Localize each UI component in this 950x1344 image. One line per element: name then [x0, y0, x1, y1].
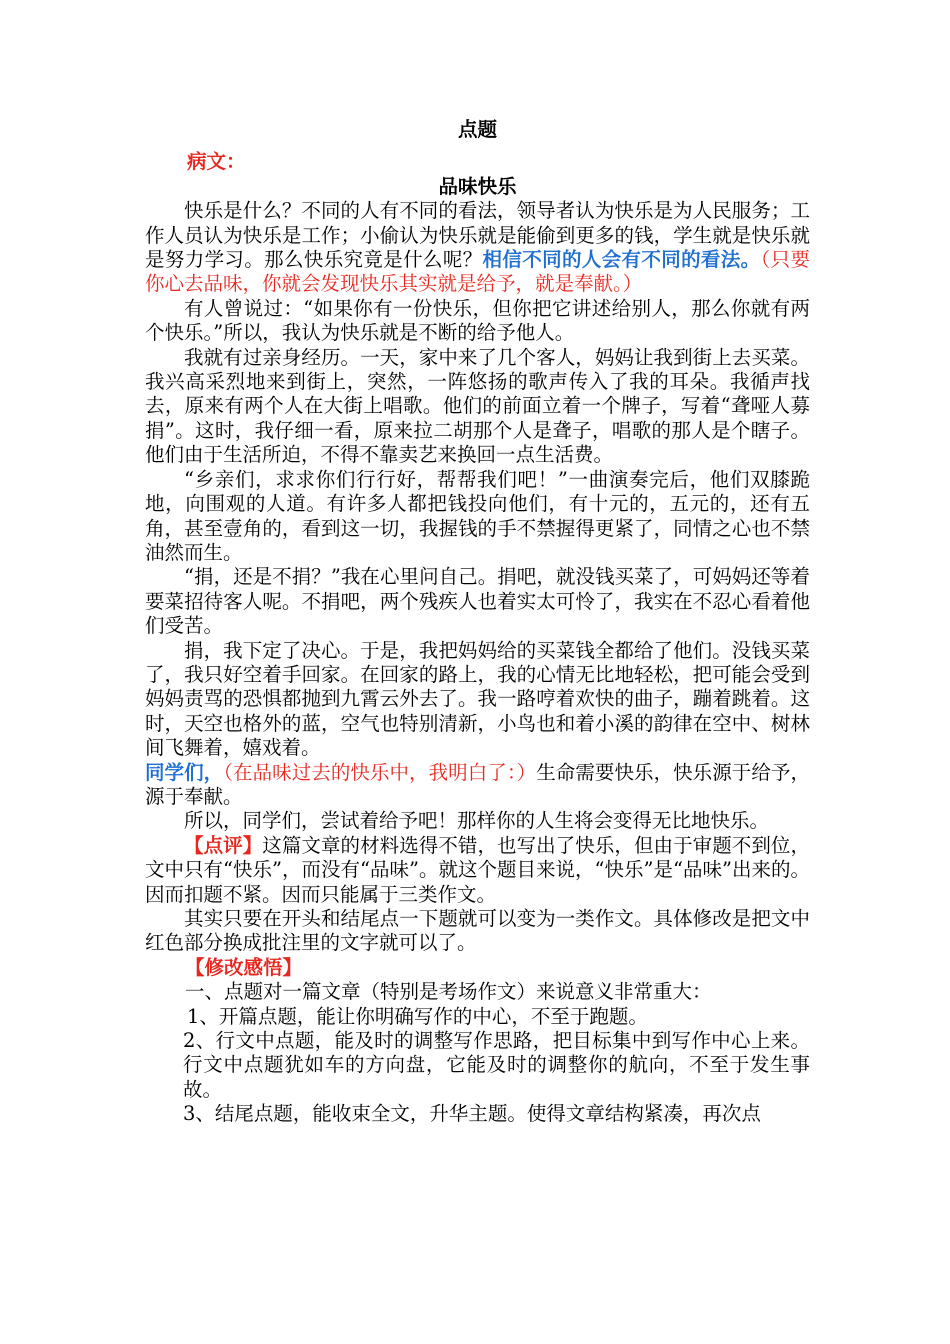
paragraph-4: “乡亲们，求求你们行行好，帮帮我们吧！”一曲演奏完后，他们双膝跪地，向围观的人道。有许多人都把钱投向他们，有十元的，五元的，还有五角，甚至壹角的，看到这一切，我握钱的手不禁握得更紧了，同情之心也不禁油然而生。: [145, 467, 810, 564]
paragraph-5: “捐，还是不捐？”我在心里问自己。捐吧，就没钱买菜了，可妈妈还等着要菜招待客人呢。不捐吧，两个残疾人也着实太可怜了，我实在不忍心看着他们受苦。: [145, 565, 810, 638]
paragraph-3: 我就有过亲身经历。一天，家中来了几个客人，妈妈让我到街上去买菜。我兴高采烈地来到街上，突然，一阵悠扬的歌声传入了我的耳朵。我循声找去，原来有两个人在大街上唱歌。他们的前面立着一个牌子，写着“聋哑人募捐”。这时，我仔细一看，原来拉二胡那个人是聋子，唱歌的那人是个瞎子。他们由于生活所迫，不得不靠卖艺来换回一点生活费。: [145, 345, 810, 467]
comment-text: 这篇文章的材料选得不错，也写出了快乐，但由于审题不到位，文中只有“快乐”，而没有“品味”。就这个题目来说，“快乐”是“品味”出来的。因而扣题不紧。因而只能属于三类作文。: [145, 833, 810, 906]
paragraph-10: 其实只要在开头和结尾点一下题就可以变为一类作文。具体修改是把文中红色部分换成批注里的文字就可以了。: [145, 907, 810, 955]
paragraph-1: [145, 199, 810, 297]
list-intro: 一、点题对一篇文章（特别是考场作文）来说意义非常重大：: [185, 980, 712, 1004]
list-item-3: 3、结尾点题，能收束全文，升华主题。使得文章结构紧凑，再次点: [183, 1102, 761, 1126]
paragraph-6: 捐，我下定了决心。于是，我把妈妈给的买菜钱全都给了他们。没钱买菜了，我只好空着手回家。在回家的路上，我的心情无比地轻松，把可能会受到妈妈责骂的恐惧都抛到九霄云外去了。我一路哼着欢快的曲子，蹦着跳着。这时，天空也格外的蓝，空气也特别清新，小鸟也和着小溪的韵律在空中、树林间飞舞着，嬉戏着。: [145, 638, 810, 760]
paragraph-7-annotation: （在品味过去的快乐中，我明白了：）: [223, 760, 537, 784]
paragraph-1-highlight: 相信不同的人会有不同的看法。: [482, 248, 761, 272]
list-item-1: 1、开篇点题，能让你明确写作的中心，不至于跑题。: [187, 1004, 648, 1028]
section-label-xiugai: 【修改感悟】: [185, 955, 303, 979]
paragraph-1-annotation: （只要你心去品味，你就会发现快乐其实就是给予，就是奉献。）: [145, 248, 810, 296]
essay-title: 品味快乐: [438, 174, 517, 198]
comment-paragraph: [145, 834, 810, 907]
paragraph-8: 所以，同学们，尝试着给予吧！那样你的人生将会变得无比地快乐。: [184, 809, 770, 833]
comment-label: 【点评】: [184, 833, 263, 857]
section-label-bingwen: 病文：: [187, 150, 246, 174]
paragraph-1-text: 快乐是什么？不同的人有不同的看法，领导者认为快乐是为人民服务；工作人员认为快乐是工作；小偷认为快乐就是能偷到更多的钱，学生就是快乐就是努力学习。那么快乐究竟是什么呢？: [145, 199, 810, 272]
page-title: 点题: [457, 118, 497, 141]
paragraph-7-text: 生命需要快乐，快乐源于给予，源于奉献。: [145, 760, 810, 808]
list-item-2: 2、行文中点题，能及时的调整写作思路，把目标集中到写作中心上来。行文中点题犹如车的方向盘，它能及时的调整你的航向，不至于发生事故。: [183, 1029, 810, 1101]
paragraph-2: 有人曾说过：“如果你有一份快乐，但你把它讲述给别人，那么你就有两个快乐。”所以，我认为快乐就是不断的给予他人。: [145, 296, 810, 345]
paragraph-7: [145, 761, 810, 810]
document-page: [145, 118, 810, 1127]
paragraph-7-highlight: 同学们，: [145, 760, 224, 784]
